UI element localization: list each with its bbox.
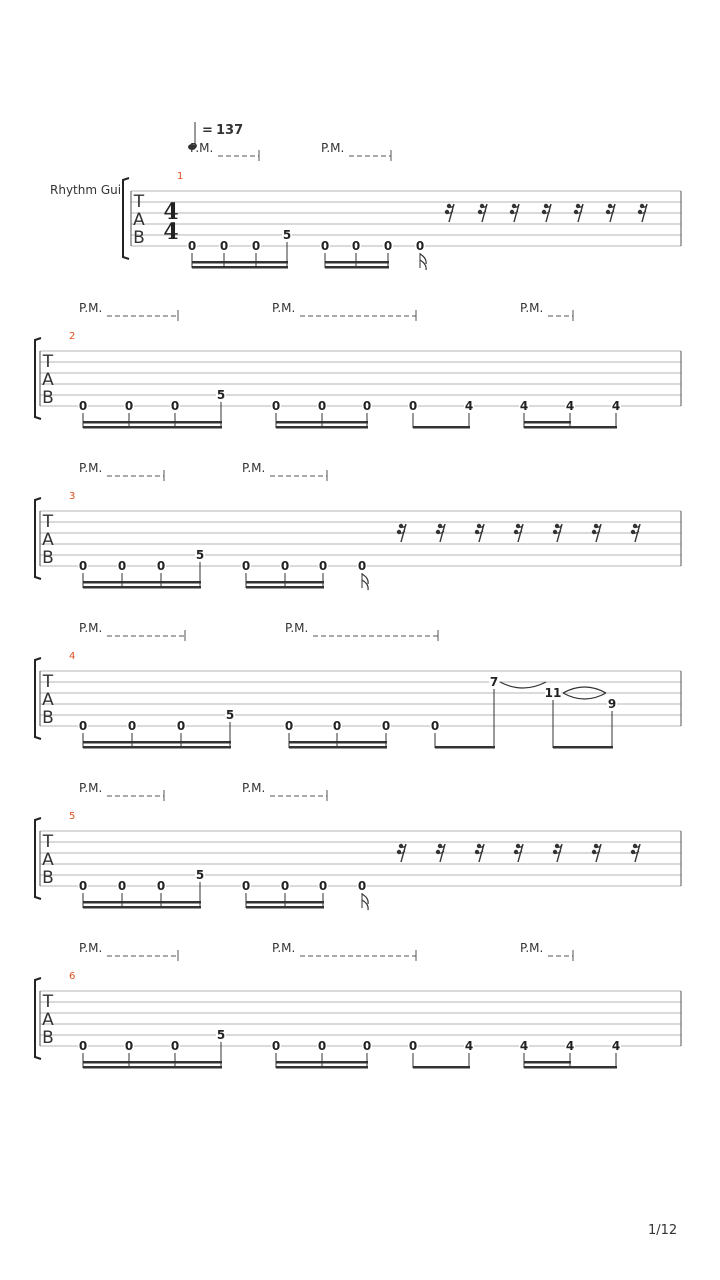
measure-number: 6: [69, 971, 76, 982]
fret-number: 0: [127, 719, 137, 733]
tab-system-1: [123, 141, 681, 270]
fret-number: 0: [317, 1039, 327, 1053]
tab-note: [78, 719, 88, 748]
tab-system-2: [35, 301, 681, 429]
tab-note: [381, 719, 391, 748]
note-beam: [192, 261, 288, 264]
fret-number: 0: [271, 1039, 281, 1053]
fret-number: 0: [415, 239, 425, 253]
tab-note: [124, 399, 134, 428]
tab-note: [241, 559, 251, 588]
note-beam: [413, 426, 470, 429]
tab-note: [251, 239, 261, 268]
fret-number: 0: [357, 559, 367, 573]
note-beam: [570, 1066, 617, 1069]
tab-letter-b: B: [133, 228, 145, 248]
tab-letter-t: T: [133, 192, 145, 212]
tab-note: [127, 719, 137, 748]
note-beam: [553, 746, 613, 749]
palm-mute-label: P.M.: [242, 781, 266, 795]
measure-number: 1: [177, 171, 184, 182]
tab-note: [519, 1039, 529, 1068]
palm-mute-label: P.M.: [285, 621, 309, 635]
tab-note: [318, 879, 328, 908]
fret-number: 0: [78, 559, 88, 573]
palm-mute-marking: [272, 941, 416, 961]
fret-number: 5: [216, 1028, 226, 1042]
note-beam: [246, 581, 324, 584]
tab-note: [284, 719, 294, 748]
fret-number: 0: [241, 559, 251, 573]
fret-number: 4: [464, 399, 474, 413]
note-flag: [362, 894, 368, 910]
note-beam: [276, 1066, 368, 1069]
measure-number: 4: [69, 651, 76, 662]
fret-number: 11: [544, 686, 562, 700]
fret-number: 0: [156, 559, 166, 573]
note-beam: [524, 421, 571, 424]
tab-note: [332, 719, 342, 748]
palm-mute-marking: [79, 461, 164, 481]
note-beam: [570, 426, 617, 429]
tab-note: [176, 719, 186, 748]
note-beam: [276, 421, 368, 424]
note-beam: [246, 901, 324, 904]
tab-note: [156, 879, 166, 908]
tab-note: [464, 1039, 474, 1068]
note-beam: [83, 1061, 222, 1064]
note-beam: [325, 261, 389, 264]
tab-letter-a: A: [133, 210, 145, 230]
fret-number: 0: [280, 879, 290, 893]
tab-note: [408, 1039, 418, 1068]
fret-number: 4: [611, 399, 621, 413]
note-beam: [524, 1061, 571, 1064]
tab-note: [156, 559, 166, 588]
tab-note: [357, 559, 367, 588]
tab-note: [78, 879, 88, 908]
fret-number: 0: [381, 719, 391, 733]
tab-note: [607, 697, 617, 748]
note-beam: [325, 266, 389, 269]
note-beam: [83, 426, 222, 429]
fret-number: 0: [362, 399, 372, 413]
fret-number: 0: [78, 719, 88, 733]
tab-note: [318, 559, 328, 588]
fret-number: 0: [170, 399, 180, 413]
tab-letter-t: T: [42, 512, 54, 532]
fret-number: 0: [383, 239, 393, 253]
tab-system-3: [35, 461, 681, 590]
tie-arc: [563, 687, 606, 693]
tab-note: [408, 399, 418, 428]
fret-number: 5: [216, 388, 226, 402]
fret-number: 4: [519, 1039, 529, 1053]
tab-note: [219, 239, 229, 268]
palm-mute-label: P.M.: [79, 461, 103, 475]
fret-number: 0: [117, 559, 127, 573]
palm-mute-marking: [79, 301, 178, 321]
note-beam: [83, 421, 222, 424]
fret-number: 0: [124, 1039, 134, 1053]
fret-number: 0: [351, 239, 361, 253]
palm-mute-label: P.M.: [272, 941, 296, 955]
note-beam: [246, 586, 324, 589]
tab-note: [271, 399, 281, 428]
fret-number: 0: [78, 399, 88, 413]
note-beam: [83, 746, 231, 749]
tab-letter-b: B: [42, 868, 54, 888]
palm-mute-label: P.M.: [79, 941, 103, 955]
note-beam: [246, 906, 324, 909]
fret-number: 0: [280, 559, 290, 573]
note-beam: [276, 1061, 368, 1064]
tab-note: [280, 559, 290, 588]
tab-note: [78, 559, 88, 588]
fret-number: 0: [117, 879, 127, 893]
palm-mute-marking: [272, 301, 416, 321]
note-flag: [420, 254, 426, 270]
tab-note: [170, 399, 180, 428]
tab-system-6: [35, 941, 681, 1069]
palm-mute-marking: [79, 621, 185, 641]
fret-number: 0: [124, 399, 134, 413]
fret-number: 0: [78, 879, 88, 893]
fret-number: 0: [332, 719, 342, 733]
fret-number: 0: [430, 719, 440, 733]
palm-mute-marking: [79, 781, 164, 801]
tab-letter-b: B: [42, 708, 54, 728]
fret-number: 0: [156, 879, 166, 893]
tab-note: [464, 399, 474, 428]
palm-mute-label: P.M.: [190, 141, 214, 155]
fret-number: 0: [241, 879, 251, 893]
note-beam: [276, 426, 368, 429]
measure-number: 3: [69, 491, 76, 502]
fret-number: 0: [318, 559, 328, 573]
fret-number: 4: [519, 399, 529, 413]
tab-note: [241, 879, 251, 908]
palm-mute-label: P.M.: [520, 301, 544, 315]
fret-number: 0: [362, 1039, 372, 1053]
note-beam: [83, 901, 201, 904]
tab-letter-a: A: [42, 690, 54, 710]
tie-arc: [563, 693, 606, 699]
fret-number: 9: [607, 697, 617, 711]
system-bracket: [123, 178, 129, 259]
tab-note: [351, 239, 361, 268]
palm-mute-label: P.M.: [79, 621, 103, 635]
note-beam: [524, 1066, 571, 1069]
tab-note: [357, 879, 367, 908]
tab-note: [320, 239, 330, 268]
tab-note: [362, 1039, 372, 1068]
palm-mute-label: P.M.: [520, 941, 544, 955]
tab-letter-a: A: [42, 1010, 54, 1030]
tab-note: [280, 879, 290, 908]
tab-letter-t: T: [42, 992, 54, 1012]
tab-note: [430, 719, 440, 748]
fret-number: 0: [78, 1039, 88, 1053]
track-name: Rhythm Gui: [50, 183, 122, 197]
tab-note: [78, 399, 88, 428]
fret-number: 5: [195, 868, 205, 882]
tab-note: [317, 399, 327, 428]
note-beam: [289, 741, 387, 744]
note-flag: [362, 574, 368, 590]
fret-number: 4: [565, 399, 575, 413]
fret-number: 0: [408, 399, 418, 413]
fret-number: 0: [251, 239, 261, 253]
systems: [35, 141, 681, 1069]
palm-mute-label: P.M.: [242, 461, 266, 475]
note-beam: [524, 426, 571, 429]
tab-note: [271, 1039, 281, 1068]
tab-system-4: [35, 621, 681, 749]
note-beam: [192, 266, 288, 269]
tab-note: [415, 239, 425, 268]
time-signature-bottom: 4: [163, 219, 179, 245]
measure-number: 2: [69, 331, 76, 342]
tab-letter-t: T: [42, 352, 54, 372]
fret-number: 0: [170, 1039, 180, 1053]
palm-mute-marking: [321, 141, 391, 161]
fret-number: 0: [318, 879, 328, 893]
palm-mute-marking: [520, 941, 573, 961]
tab-note: [362, 399, 372, 428]
fret-number: 4: [464, 1039, 474, 1053]
fret-number: 5: [195, 548, 205, 562]
fret-number: 0: [176, 719, 186, 733]
tempo-equals: =: [202, 123, 213, 138]
tab-note: [489, 675, 499, 748]
note-beam: [83, 586, 201, 589]
tab-note: [545, 686, 562, 748]
fret-number: 0: [219, 239, 229, 253]
palm-mute-label: P.M.: [321, 141, 345, 155]
tie-arc: [500, 682, 546, 688]
fret-number: 5: [282, 228, 292, 242]
fret-number: 4: [565, 1039, 575, 1053]
palm-mute-marking: [242, 461, 327, 481]
fret-number: 0: [320, 239, 330, 253]
fret-number: 7: [489, 675, 499, 689]
tab-letter-b: B: [42, 548, 54, 568]
time-signature-top: 4: [163, 199, 179, 225]
fret-number: 4: [611, 1039, 621, 1053]
tab-note: [519, 399, 529, 428]
fret-number: 0: [408, 1039, 418, 1053]
tab-note: [78, 1039, 88, 1068]
note-beam: [83, 741, 231, 744]
tab-note: [117, 559, 127, 588]
fret-number: 0: [187, 239, 197, 253]
tab-letter-a: A: [42, 370, 54, 390]
note-beam: [413, 1066, 470, 1069]
note-beam: [83, 581, 201, 584]
fret-number: 0: [357, 879, 367, 893]
tab-note: [383, 239, 393, 268]
palm-mute-marking: [242, 781, 327, 801]
fret-number: 0: [317, 399, 327, 413]
tempo-value: 137: [216, 123, 244, 138]
tab-note: [611, 1039, 621, 1068]
tab-note: [124, 1039, 134, 1068]
measure-number: 5: [69, 811, 76, 822]
tab-note: [170, 1039, 180, 1068]
palm-mute-marking: [520, 301, 573, 321]
tab-note: [565, 399, 575, 428]
tab-letter-t: T: [42, 672, 54, 692]
fret-number: 5: [225, 708, 235, 722]
fret-number: 0: [271, 399, 281, 413]
note-beam: [289, 746, 387, 749]
note-beam: [83, 906, 201, 909]
tab-note: [565, 1039, 575, 1068]
palm-mute-marking: [190, 141, 259, 161]
note-beam: [435, 746, 495, 749]
palm-mute-label: P.M.: [79, 301, 103, 315]
palm-mute-marking: [79, 941, 178, 961]
palm-mute-marking: [285, 621, 438, 641]
palm-mute-label: P.M.: [272, 301, 296, 315]
tab-note: [117, 879, 127, 908]
tab-letter-a: A: [42, 850, 54, 870]
tab-system-5: [35, 781, 681, 910]
palm-mute-label: P.M.: [79, 781, 103, 795]
tab-letter-b: B: [42, 388, 54, 408]
fret-number: 0: [284, 719, 294, 733]
note-beam: [83, 1066, 222, 1069]
tab-letter-a: A: [42, 530, 54, 550]
tab-note: [187, 239, 197, 268]
tab-note: [611, 399, 621, 428]
tab-note: [317, 1039, 327, 1068]
page-number: 1/12: [648, 1223, 678, 1238]
tab-letter-t: T: [42, 832, 54, 852]
tab-letter-b: B: [42, 1028, 54, 1048]
